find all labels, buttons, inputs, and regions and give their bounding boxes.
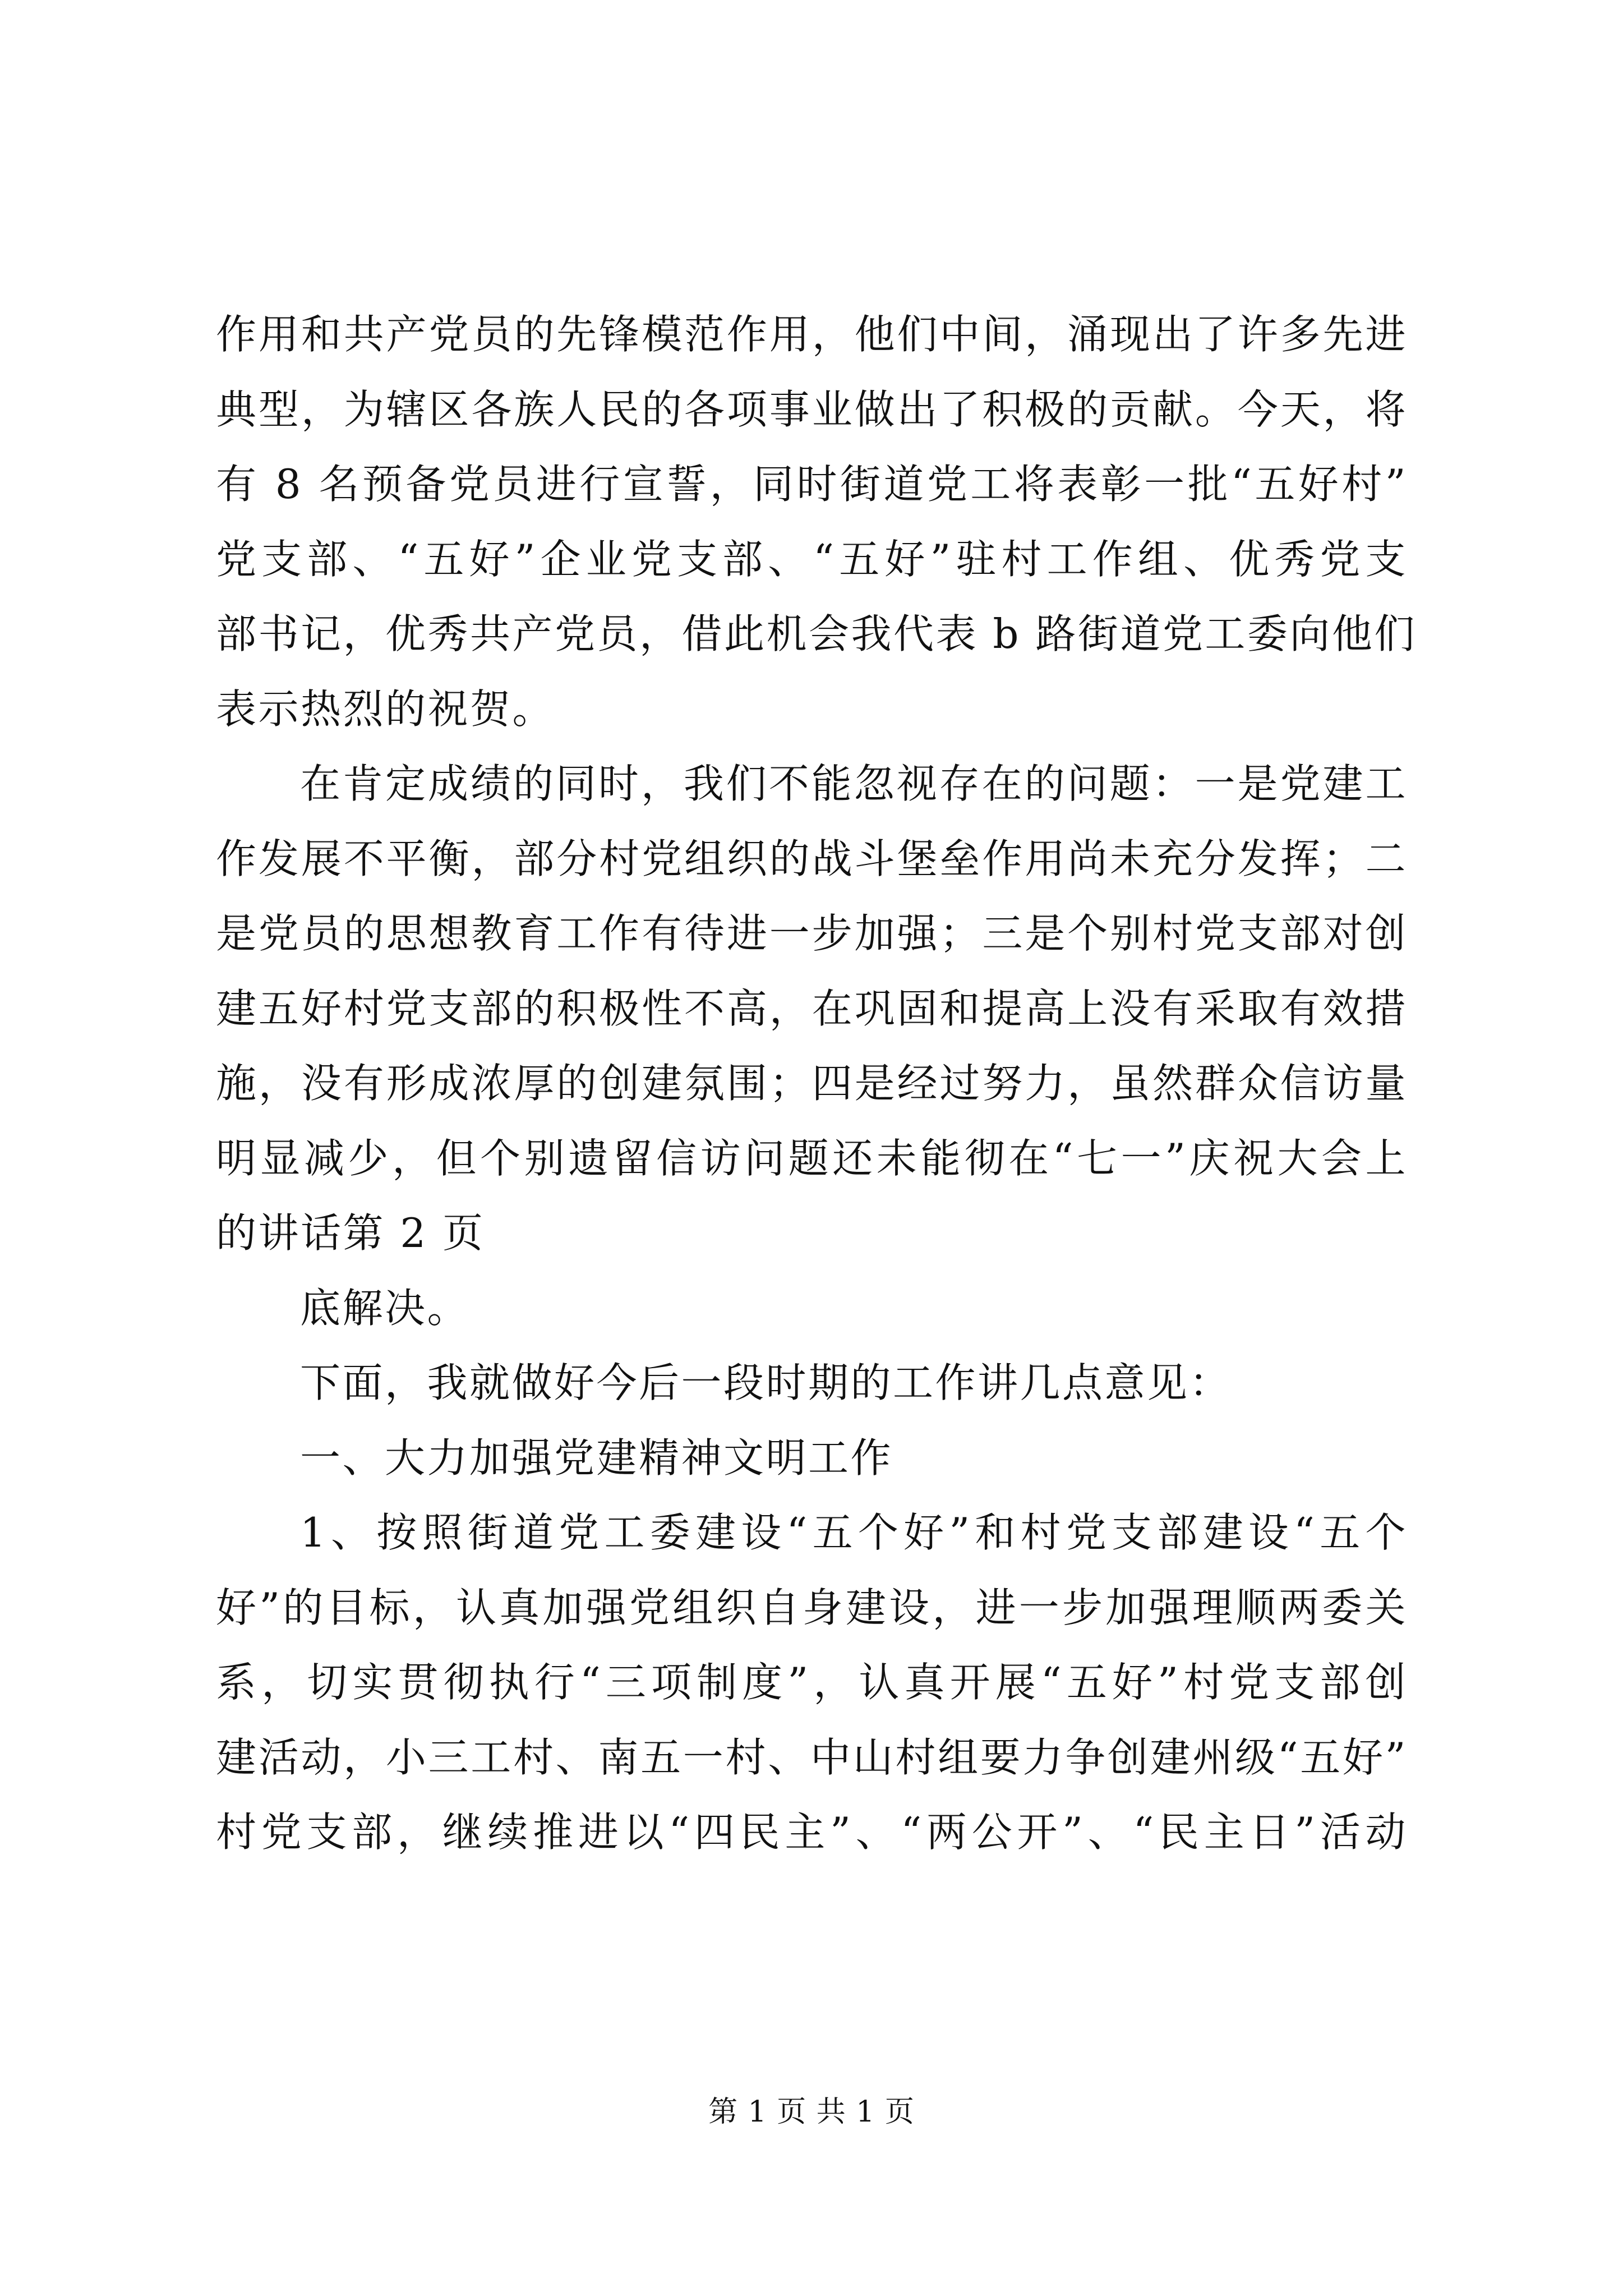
text-line: 党支部、“五好”企业党支部、“五好”驻村工作组、优秀党支 (216, 535, 1408, 583)
text-line: 村党支部，继续推进以“四民主”、“两公开”、“民主日”活动 (216, 1809, 1408, 1856)
text-line: 建活动，小三工村、南五一村、中山村组要力争创建州级“五好” (216, 1733, 1408, 1781)
text-line: 建五好村党支部的积极性不高，在巩固和提高上没有采取有效措 (216, 984, 1408, 1032)
text-line: 明显减少，但个别遗留信访问题还未能彻在“七一”庆祝大会上 (216, 1134, 1408, 1182)
text-line: 作发展不平衡，部分村党组织的战斗堡垒作用尚未充分发挥；二 (216, 835, 1408, 882)
text-line: 好”的目标，认真加强党组织自身建设，进一步加强理顺两委关 (216, 1584, 1408, 1631)
paragraph-first-line: 下面，我就做好今后一段时期的工作讲几点意见： (300, 1359, 1232, 1406)
text-line: 的讲话第 2 页 (216, 1209, 485, 1257)
section-heading: 一、大力加强党建精神文明工作 (300, 1434, 893, 1481)
text-line: 是党员的思想教育工作有待进一步加强；三是个别村党支部对创 (216, 910, 1408, 957)
text-line: 作用和共产党员的先锋模范作用，他们中间，涌现出了许多先进 (216, 311, 1408, 358)
text-line: 系，切实贯彻执行“三项制度”，认真开展“五好”村党支部创 (216, 1659, 1408, 1706)
text-line: 表示热烈的祝贺。 (216, 685, 555, 733)
text-line: 有 8 名预备党员进行宣誓，同时街道党工将表彰一批“五好村” (216, 461, 1408, 508)
document-body (216, 297, 1417, 1870)
text-line: 典型，为辖区各族人民的各项事业做出了积极的贡献。今天，将 (216, 385, 1408, 433)
paragraph-first-line: 底解决。 (300, 1284, 470, 1332)
page-footer: 第 1 页 共 1 页 (708, 2095, 915, 2129)
paragraph-first-line: 1、按照街道党工委建设“五个好”和村党支部建设“五个 (300, 1509, 1408, 1556)
text-line: 施，没有形成浓厚的创建氛围；四是经过努力，虽然群众信访量 (216, 1060, 1408, 1107)
text-line: 部书记，优秀共产党员，借此机会我代表 b 路街道党工委向他们 (216, 610, 1417, 657)
paragraph-first-line: 在肯定成绩的同时，我们不能忽视存在的问题：一是党建工 (300, 760, 1408, 807)
